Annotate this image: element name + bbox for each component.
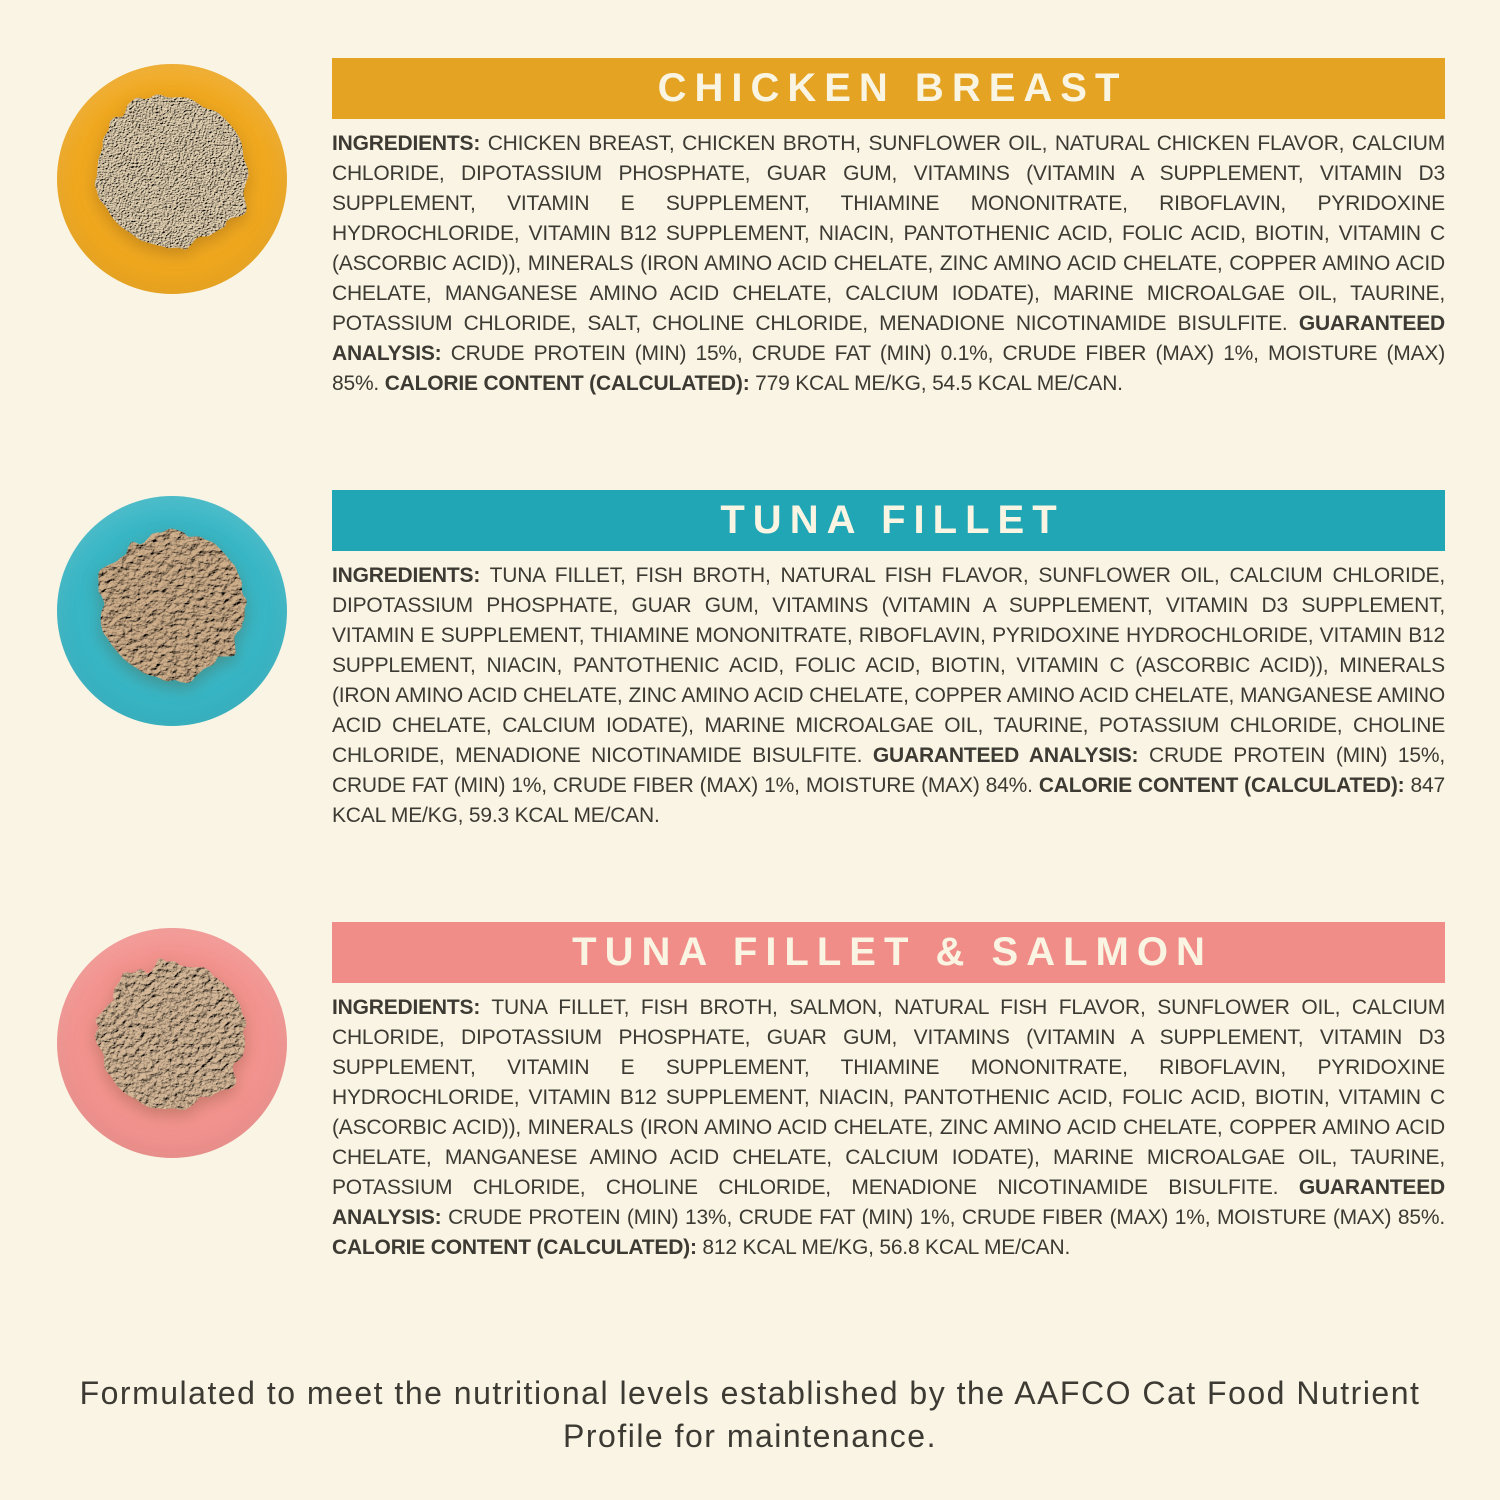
section-title: TUNA FILLET & SALMON xyxy=(572,930,1213,974)
guaranteed-analysis-text: CRUDE PROTEIN (MIN) 15%, CRUDE FAT (MIN) 0.1%, CRUDE FIBER (MAX) 1%, MOISTURE (MAX) 85%. xyxy=(332,342,1445,395)
section-header-band xyxy=(332,922,1445,983)
ingredients-paragraph xyxy=(332,993,1445,1263)
plate-photo-gold xyxy=(57,64,287,294)
tuna-salmon-flakes-photo xyxy=(82,946,262,1126)
calorie-content-label: CALORIE CONTENT (CALCULATED): xyxy=(332,1236,697,1259)
guaranteed-analysis-label: GUARANTEED ANALYSIS: xyxy=(332,1176,1445,1229)
ingredients-text: TUNA FILLET, FISH BROTH, SALMON, NATURAL FISH FLAVOR, SUNFLOWER OIL, CALCIUM CHLORIDE, DIPOTASSIUM PHOSPHATE, GUAR GUM, VITAMINS (VITAMIN A SUPPLEMENT, VITAMIN D3 SUPPLEMENT, VITAMIN E SUPPLEMENT, THIAMINE MONONITRATE, RIBOFLAVIN, PYRIDOXINE HYDROCHLORIDE, VITAMIN B12 SUPPLEMENT, NIACIN, PANTOTHENIC ACID, FOLIC ACID, BIOTIN, VITAMIN C (ASCORBIC ACID)), MINERALS (IRON AMINO ACID CHELATE, ZINC AMINO ACID CHELATE, COPPER AMINO ACID CHELATE, MANGANESE AMINO ACID CHELATE, CALCIUM IODATE), MARINE MICROALGAE OIL, TAURINE, POTASSIUM CHLORIDE, CHOLINE CHLORIDE, MENADIONE NICOTINAMIDE BISULFITE. xyxy=(332,996,1445,1199)
plate-photo-pink xyxy=(57,928,287,1158)
guaranteed-analysis-label: GUARANTEED ANALYSIS: xyxy=(872,744,1139,767)
ingredients-text: TUNA FILLET, FISH BROTH, NATURAL FISH FLAVOR, SUNFLOWER OIL, CALCIUM CHLORIDE, DIPOTASSIUM PHOSPHATE, GUAR GUM, VITAMINS (VITAMIN A SUPPLEMENT, VITAMIN D3 SUPPLEMENT, VITAMIN E SUPPLEMENT, THIAMINE MONONITRATE, RIBOFLAVIN, PYRIDOXINE HYDROCHLORIDE, VITAMIN B12 SUPPLEMENT, NIACIN, PANTOTHENIC ACID, FOLIC ACID, BIOTIN, VITAMIN C (ASCORBIC ACID)), MINERALS (IRON AMINO ACID CHELATE, ZINC AMINO ACID CHELATE, COPPER AMINO ACID CHELATE, MANGANESE AMINO ACID CHELATE, CALCIUM IODATE), MARINE MICROALGAE OIL, TAURINE, POTASSIUM CHLORIDE, CHOLINE CHLORIDE, MENADIONE NICOTINAMIDE BISULFITE. xyxy=(332,564,1445,767)
ingredients-label: INGREDIENTS: xyxy=(332,132,481,155)
calorie-content-label: CALORIE CONTENT (CALCULATED): xyxy=(384,372,750,395)
aafco-statement xyxy=(0,1372,1500,1458)
guaranteed-analysis-text: CRUDE PROTEIN (MIN) 13%, CRUDE FAT (MIN) 1%, CRUDE FIBER (MAX) 1%, MOISTURE (MAX) 85%. xyxy=(448,1206,1445,1229)
section-title: CHICKEN BREAST xyxy=(657,66,1128,110)
ingredients-paragraph xyxy=(332,129,1445,399)
ingredients-text: CHICKEN BREAST, CHICKEN BROTH, SUNFLOWER OIL, NATURAL CHICKEN FLAVOR, CALCIUM CHLORIDE, DIPOTASSIUM PHOSPHATE, GUAR GUM, VITAMINS (VITAMIN A SUPPLEMENT, VITAMIN D3 SUPPLEMENT, VITAMIN E SUPPLEMENT, THIAMINE MONONITRATE, RIBOFLAVIN, PYRIDOXINE HYDROCHLORIDE, VITAMIN B12 SUPPLEMENT, NIACIN, PANTOTHENIC ACID, FOLIC ACID, BIOTIN, VITAMIN C (ASCORBIC ACID)), MINERALS (IRON AMINO ACID CHELATE, ZINC AMINO ACID CHELATE, COPPER AMINO ACID CHELATE, MANGANESE AMINO ACID CHELATE, CALCIUM IODATE), MARINE MICROALGAE OIL, TAURINE, POTASSIUM CHLORIDE, SALT, CHOLINE CHLORIDE, MENADIONE NICOTINAMIDE BISULFITE. xyxy=(332,132,1445,335)
calorie-content-text: 812 KCAL ME/KG, 56.8 KCAL ME/CAN. xyxy=(702,1236,1071,1259)
guaranteed-analysis-label: GUARANTEED ANALYSIS: xyxy=(332,312,1445,365)
ingredients-label: INGREDIENTS: xyxy=(332,564,481,587)
ingredients-label: INGREDIENTS: xyxy=(332,996,481,1019)
section-header-band xyxy=(332,58,1445,119)
aafco-statement-text: Formulated to meet the nutritional levels established by the AAFCO Cat Food Nutrient Profile for maintenance. xyxy=(79,1375,1421,1454)
calorie-content-text: 847 KCAL ME/KG, 59.3 KCAL ME/CAN. xyxy=(332,774,1445,827)
section-header-band xyxy=(332,490,1445,551)
shredded-chicken-photo xyxy=(82,82,262,262)
guaranteed-analysis-text: CRUDE PROTEIN (MIN) 15%, CRUDE FAT (MIN) 1%, CRUDE FIBER (MAX) 1%, MOISTURE (MAX) 84%. xyxy=(332,744,1446,797)
tuna-flakes-photo xyxy=(82,514,262,694)
calorie-content-text: 779 KCAL ME/KG, 54.5 KCAL ME/CAN. xyxy=(755,372,1123,395)
calorie-content-label: CALORIE CONTENT (CALCULATED): xyxy=(1038,774,1405,797)
section-title: TUNA FILLET xyxy=(720,498,1065,542)
ingredients-paragraph xyxy=(332,561,1445,831)
plate-photo-teal xyxy=(57,496,287,726)
